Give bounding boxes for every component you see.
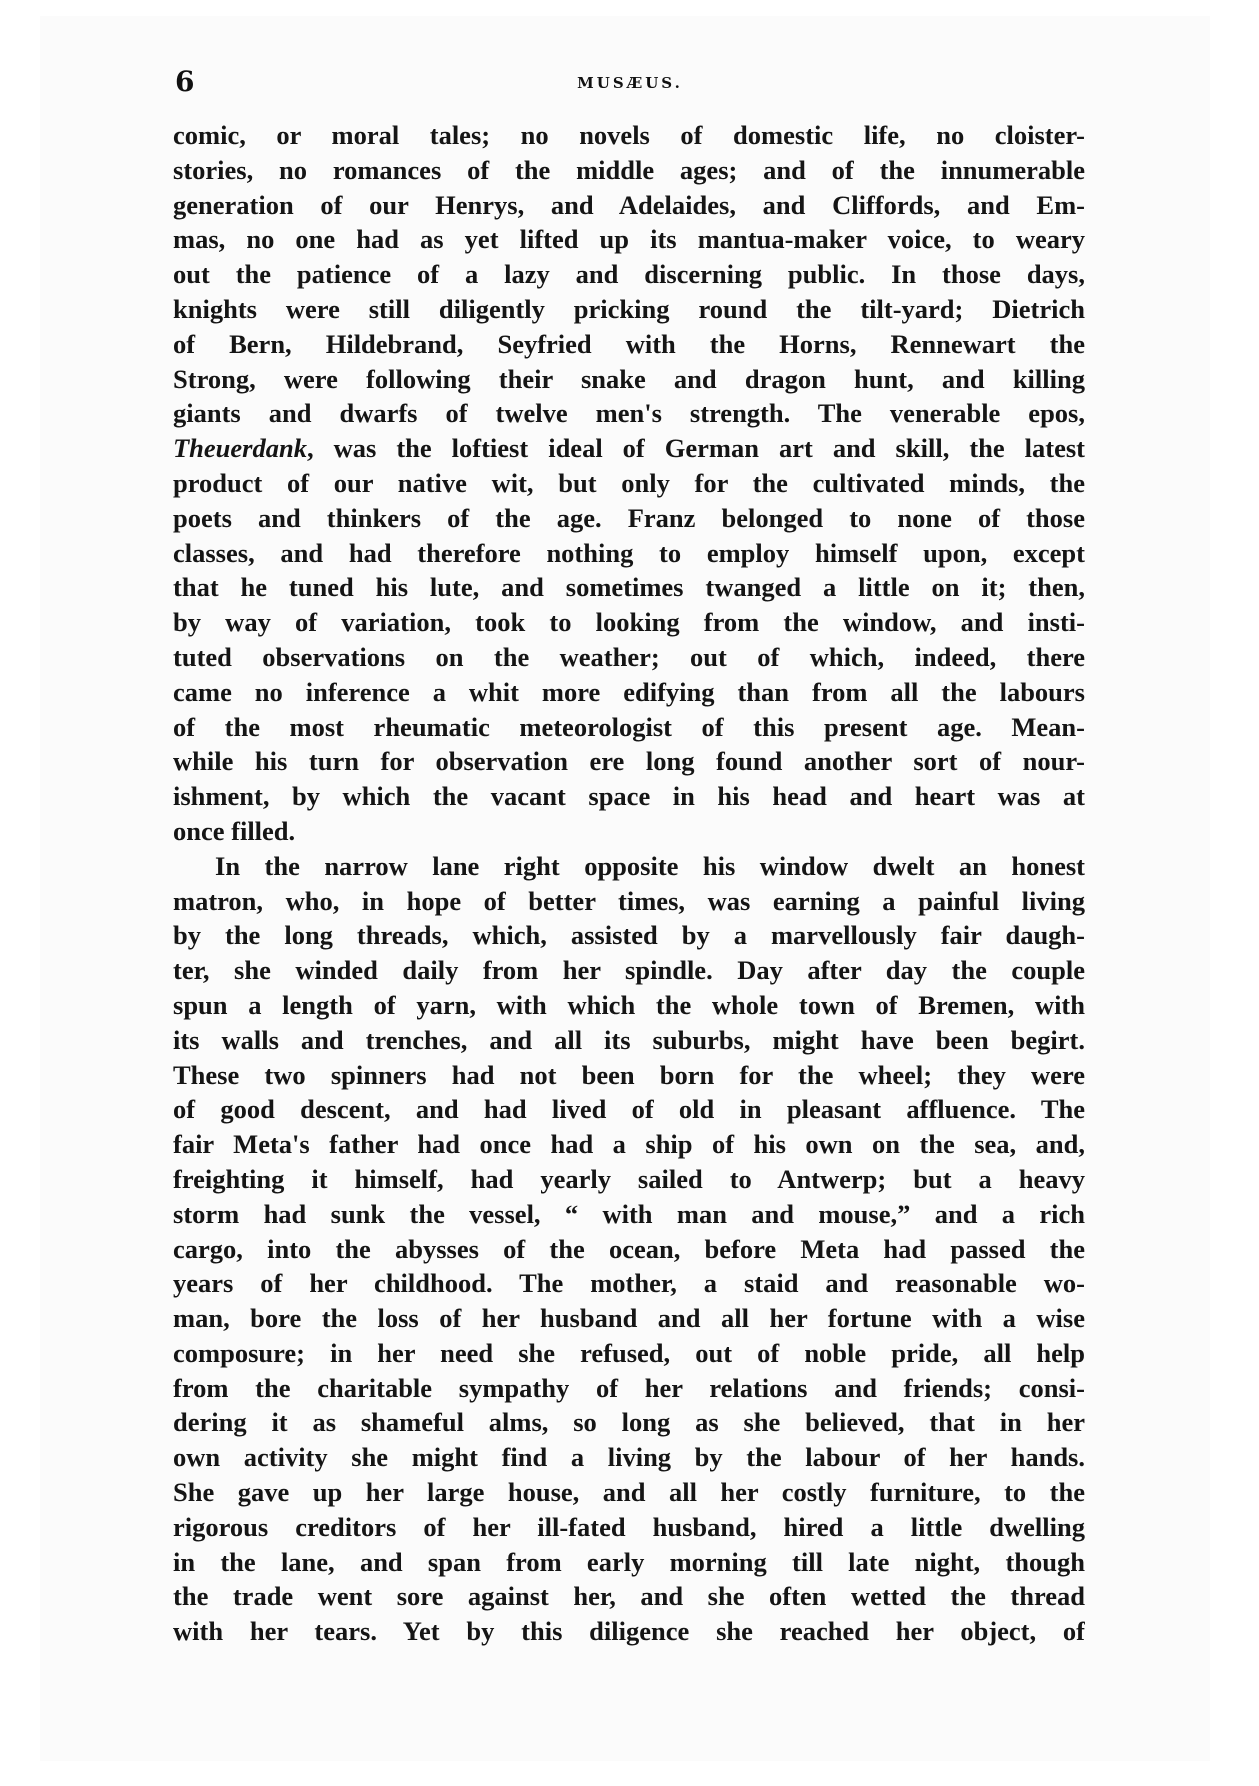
text-line: She gave up her large house, and all her costly furniture, to the xyxy=(173,1477,1085,1508)
italic-book-title: Theuerdank xyxy=(173,433,307,464)
text-line: poets and thinkers of the age. Franz belonged to none of those xyxy=(173,502,1085,533)
page-header xyxy=(175,66,1085,98)
text-line-rest: , was the loftiest ideal of German art and skill, the latest xyxy=(307,433,1085,464)
text-line: storm had sunk the vessel, “ with man and mouse,” and a rich xyxy=(173,1198,1085,1229)
text-line: of good descent, and had lived of old in pleasant affluence. The xyxy=(173,1094,1085,1125)
text-line: by the long threads, which, assisted by a marvellously fair daugh- xyxy=(173,920,1085,951)
text-line-with-title xyxy=(173,431,1085,466)
text-line: dering it as shameful alms, so long as she believed, that in her xyxy=(173,1407,1085,1438)
page-number: 6 xyxy=(175,65,195,98)
text-line: stories, no romances of the middle ages; and of the innumerable xyxy=(173,154,1085,185)
paragraph-end-line: once filled. xyxy=(173,815,296,846)
text-line: ter, she winded daily from her spindle. Day after day the couple xyxy=(173,955,1085,986)
text-line: generation of our Henrys, and Adelaides, and Cliffords, and Em- xyxy=(173,189,1085,220)
text-line: composure; in her need she refused, out of noble pride, all help xyxy=(173,1337,1085,1368)
text-line: from the charitable sympathy of her relations and friends; consi- xyxy=(173,1372,1085,1403)
text-line: tuted observations on the weather; out of which, indeed, there xyxy=(173,641,1085,672)
text-line: while his turn for observation ere long found another sort of nour- xyxy=(173,746,1085,777)
text-line: its walls and trenches, and all its suburbs, might have been begirt. xyxy=(173,1024,1085,1055)
text-line: out the patience of a lazy and discerning public. In those days, xyxy=(173,259,1085,290)
text-line: cargo, into the abysses of the ocean, before Meta had passed the xyxy=(173,1233,1085,1264)
text-line: fair Meta's father had once had a ship of his own on the sea, and, xyxy=(173,1129,1085,1160)
text-line: years of her childhood. The mother, a staid and reasonable wo- xyxy=(173,1268,1085,1299)
text-line: came no inference a whit more edifying than from all the labours xyxy=(173,676,1085,707)
text-line: the trade went sore against her, and she often wetted the thread xyxy=(173,1581,1085,1612)
text-line: spun a length of yarn, with which the whole town of Bremen, with xyxy=(173,989,1085,1020)
text-line: matron, who, in hope of better times, was earning a painful living xyxy=(173,885,1085,916)
text-line: with her tears. Yet by this diligence she reached her object, of xyxy=(173,1616,1085,1647)
paragraph-start-line: In the narrow lane right opposite his window dwelt an honest xyxy=(215,850,1085,881)
text-line: Strong, were following their snake and dragon hunt, and killing xyxy=(173,363,1085,394)
text-line: own activity she might find a living by the labour of her hands. xyxy=(173,1442,1085,1473)
text-line: in the lane, and span from early morning till late night, though xyxy=(173,1546,1085,1577)
running-head: MUSÆUS. xyxy=(577,74,683,92)
text-line: freighting it himself, had yearly sailed to Antwerp; but a heavy xyxy=(173,1163,1085,1194)
text-line: classes, and had therefore nothing to employ himself upon, except xyxy=(173,537,1085,568)
text-line: ishment, by which the vacant space in his head and heart was at xyxy=(173,781,1085,812)
body-text xyxy=(173,118,1085,1649)
text-line: These two spinners had not been born for the wheel; they were xyxy=(173,1059,1085,1090)
text-line: man, bore the loss of her husband and all her fortune with a wise xyxy=(173,1303,1085,1334)
text-line: of Bern, Hildebrand, Seyfried with the Horns, Rennewart the xyxy=(173,328,1085,359)
text-line: knights were still diligently pricking round the tilt-yard; Dietrich xyxy=(173,293,1085,324)
text-line: mas, no one had as yet lifted up its mantua-maker voice, to weary xyxy=(173,224,1085,255)
text-line: by way of variation, took to looking from the window, and insti- xyxy=(173,607,1085,638)
text-line: rigorous creditors of her ill-fated husband, hired a little dwelling xyxy=(173,1511,1085,1542)
text-line: product of our native wit, but only for the cultivated minds, the xyxy=(173,467,1085,498)
text-line: of the most rheumatic meteorologist of this present age. Mean- xyxy=(173,711,1085,742)
text-line: comic, or moral tales; no novels of domestic life, no cloister- xyxy=(173,120,1085,150)
text-line: that he tuned his lute, and sometimes twanged a little on it; then, xyxy=(173,572,1085,603)
text-line: giants and dwarfs of twelve men's strength. The venerable epos, xyxy=(173,398,1085,429)
